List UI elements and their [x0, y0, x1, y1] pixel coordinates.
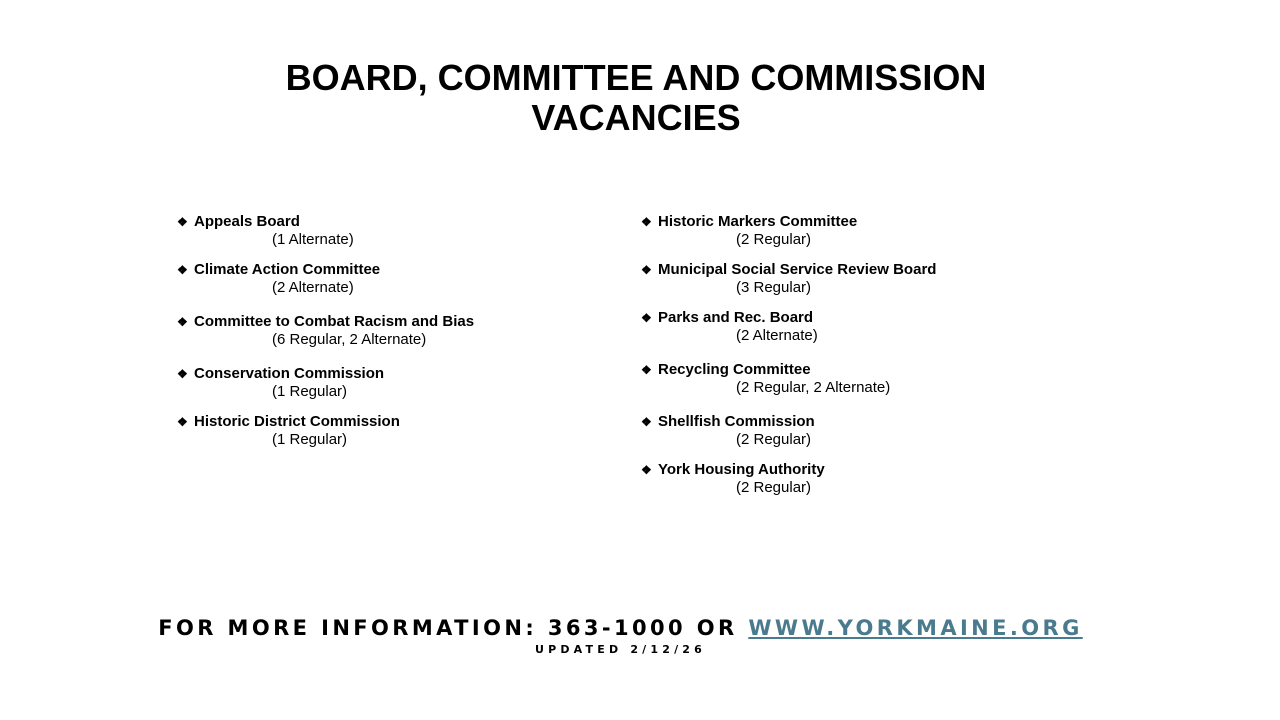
vacancy-count: (1 Regular) — [272, 431, 348, 448]
list-item — [641, 361, 890, 396]
board-name: Appeals Board — [194, 213, 300, 230]
vacancy-count: (2 Regular) — [736, 231, 812, 248]
board-name: Committee to Combat Racism and Bias — [194, 313, 475, 330]
board-name: Historic District Commission — [194, 413, 400, 430]
list-item — [641, 309, 818, 344]
diamond-bullet-icon: ❖ — [641, 215, 652, 229]
list-item — [177, 413, 400, 448]
board-name: Historic Markers Committee — [658, 213, 858, 230]
board-name: Conservation Commission — [194, 365, 385, 382]
diamond-bullet-icon: ❖ — [641, 363, 652, 377]
list-item — [177, 313, 474, 348]
list-item — [641, 261, 936, 296]
list-item — [641, 413, 815, 448]
contact-info — [0, 614, 1241, 642]
board-name: Climate Action Committee — [194, 261, 381, 278]
diamond-bullet-icon: ❖ — [177, 263, 188, 277]
list-item — [177, 261, 380, 296]
diamond-bullet-icon: ❖ — [177, 315, 188, 329]
vacancy-count: (1 Alternate) — [272, 231, 354, 248]
vacancy-count: (6 Regular, 2 Alternate) — [272, 331, 427, 348]
vacancy-count: (2 Alternate) — [272, 279, 354, 296]
vacancy-count: (3 Regular) — [736, 279, 812, 296]
diamond-bullet-icon: ❖ — [177, 415, 188, 429]
diamond-bullet-icon: ❖ — [641, 463, 652, 477]
list-item — [641, 213, 857, 248]
board-name: Recycling Committee — [658, 361, 811, 378]
diamond-bullet-icon: ❖ — [177, 215, 188, 229]
diamond-bullet-icon: ❖ — [641, 263, 652, 277]
list-item — [177, 213, 354, 248]
diamond-bullet-icon: ❖ — [641, 415, 652, 429]
vacancy-count: (2 Regular, 2 Alternate) — [736, 379, 891, 396]
board-name: Municipal Social Service Review Board — [658, 261, 937, 278]
vacancy-count: (2 Regular) — [736, 479, 812, 496]
board-name: Shellfish Commission — [658, 413, 815, 430]
list-item — [177, 365, 384, 400]
vacancy-count: (1 Regular) — [272, 383, 348, 400]
page-title — [0, 58, 1272, 138]
board-name: York Housing Authority — [658, 461, 825, 478]
title-line-2: VACANCIES — [531, 97, 741, 138]
diamond-bullet-icon: ❖ — [641, 311, 652, 325]
contact-info-text: FOR MORE INFORMATION: 363-1000 OR — [158, 616, 749, 640]
diamond-bullet-icon: ❖ — [177, 367, 188, 381]
website-link[interactable]: WWW.YORKMAINE.ORG — [748, 616, 1083, 640]
vacancy-count: (2 Regular) — [736, 431, 812, 448]
board-name: Parks and Rec. Board — [658, 309, 814, 326]
updated-date: UPDATED 2/12/26 — [534, 643, 707, 656]
list-item — [641, 461, 825, 496]
vacancy-count: (2 Alternate) — [736, 327, 818, 344]
title-line-1: BOARD, COMMITTEE AND COMMISSION — [285, 57, 987, 98]
